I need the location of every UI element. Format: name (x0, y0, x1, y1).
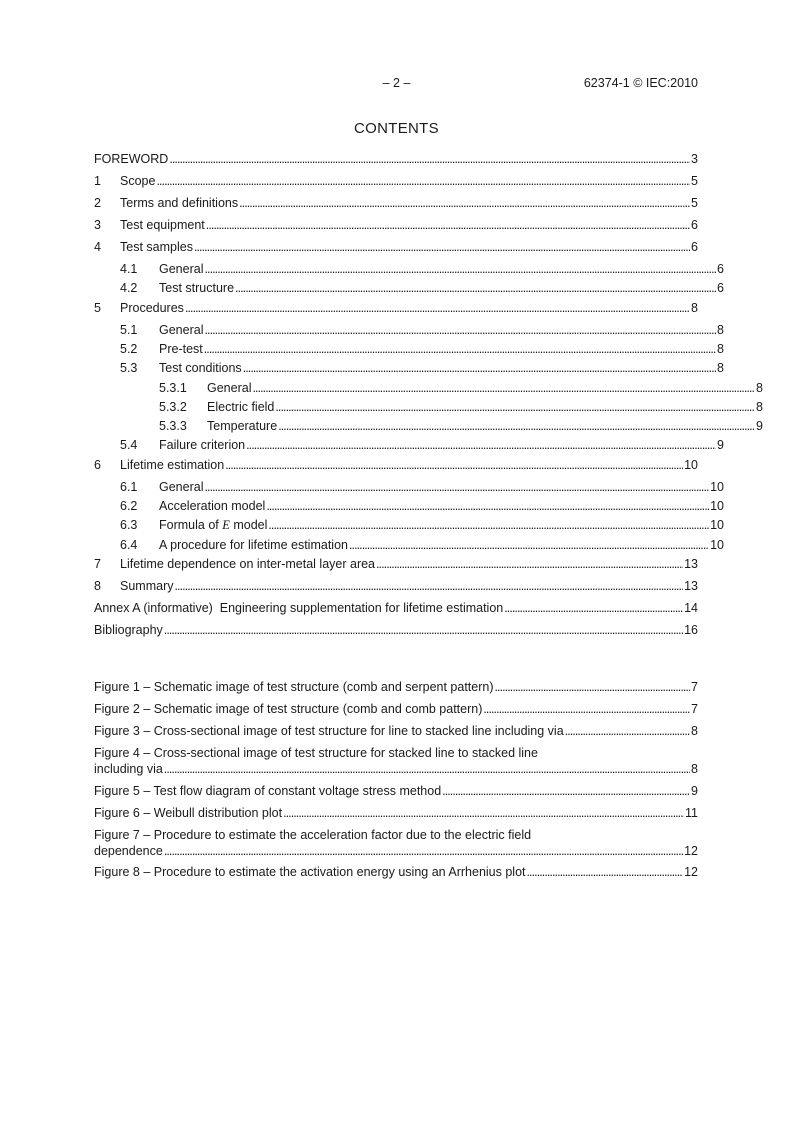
figure-entry-page: 8 (691, 762, 698, 776)
figure-entry-2[interactable] (94, 702, 698, 716)
toc-entry-page: 8 (717, 342, 724, 356)
toc-entry-page: 16 (684, 623, 698, 637)
dot-leader (246, 438, 716, 452)
toc-entry-number: 5.3.2 (159, 400, 187, 414)
dot-leader (194, 240, 690, 254)
toc-entry-title: Pre-test (159, 342, 203, 356)
dot-leader (204, 262, 716, 276)
figure-entry-3[interactable] (94, 724, 698, 738)
toc-entry-number: 8 (94, 579, 101, 593)
standard-reference: 62374-1 © IEC:2010 (583, 76, 698, 90)
figure-entry-title: Figure 3 – Cross-sectional image of test structure for line to stacked line including via (94, 724, 564, 738)
toc-entry-number: 5.1 (120, 323, 138, 337)
toc-entry-page: 3 (691, 152, 698, 166)
contents-title: CONTENTS (354, 120, 439, 137)
dot-leader (268, 518, 709, 532)
toc-entry-page: 8 (717, 323, 724, 337)
figure-entry-6[interactable] (94, 806, 698, 820)
toc-entry-number: 5.3.1 (159, 381, 187, 395)
toc-entry-6-2[interactable] (94, 499, 724, 513)
figure-entry-title: Figure 8 – Procedure to estimate the activation energy using an Arrhenius plot (94, 865, 526, 879)
dot-leader (164, 844, 683, 858)
figure-entry-title-line1: Figure 4 – Cross-sectional image of test structure for stacked line to stacked line (94, 746, 538, 760)
figure-entry-5[interactable] (94, 784, 698, 798)
toc-entry-4[interactable] (94, 240, 698, 254)
dot-leader (266, 499, 709, 513)
toc-entry-page: 10 (684, 458, 698, 472)
toc-entry-number: 5 (94, 301, 101, 315)
toc-entry-page: 5 (691, 196, 698, 210)
toc-entry-foreword[interactable] (94, 152, 698, 166)
dot-leader (204, 480, 709, 494)
toc-entry-5-2[interactable] (94, 342, 724, 356)
dot-leader (483, 702, 690, 716)
toc-entry-title: General (159, 262, 204, 276)
toc-entry-number: 4.1 (120, 262, 138, 276)
toc-entry-number: 6.4 (120, 538, 138, 552)
dot-leader (565, 724, 690, 738)
toc-entry-title: Formula of E model (159, 518, 268, 532)
figure-entry-title: Figure 1 – Schematic image of test structure (comb and serpent pattern) (94, 680, 494, 694)
toc-entry-5-4[interactable] (94, 438, 724, 452)
toc-entry-title: Failure criterion (159, 438, 246, 452)
toc-entry-5-3[interactable] (94, 361, 724, 375)
toc-entry-6-4[interactable] (94, 538, 724, 552)
toc-entry-bibliography[interactable] (94, 623, 698, 637)
toc-entry-title: Annex A (informative) Engineering supplementation for lifetime estimation (94, 601, 504, 615)
toc-entry-3[interactable] (94, 218, 698, 232)
figure-entry-7[interactable] (94, 828, 698, 858)
toc-entry-2[interactable] (94, 196, 698, 210)
toc-entry-6-3[interactable] (94, 518, 724, 532)
page-number: – 2 – (382, 76, 411, 90)
figure-entry-page: 7 (691, 702, 698, 716)
toc-entry-page: 8 (756, 400, 763, 414)
dot-leader (185, 301, 690, 315)
toc-entry-page: 10 (710, 480, 724, 494)
toc-entry-number: 4.2 (120, 281, 138, 295)
toc-entry-page: 10 (710, 499, 724, 513)
dot-leader (278, 419, 755, 433)
toc-entry-title: Electric field (207, 400, 275, 414)
figure-entry-page: 8 (691, 724, 698, 738)
toc-entry-title: FOREWORD (94, 152, 169, 166)
toc-entry-number: 3 (94, 218, 101, 232)
dot-leader (376, 557, 683, 571)
figure-entry-title: Figure 5 – Test flow diagram of constant voltage stress method (94, 784, 442, 798)
figure-entry-page: 12 (684, 865, 698, 879)
toc-entry-title: Procedures (120, 301, 184, 315)
toc-entry-page: 10 (710, 518, 724, 532)
toc-entry-number: 6.1 (120, 480, 138, 494)
toc-entry-title: Bibliography (94, 623, 163, 637)
dot-leader (283, 806, 684, 820)
toc-entry-title: General (207, 381, 252, 395)
toc-entry-number: 6.2 (120, 499, 138, 513)
toc-entry-6[interactable] (94, 458, 698, 472)
toc-entry-1[interactable] (94, 174, 698, 188)
toc-entry-4-2[interactable] (94, 281, 724, 295)
figure-entry-4[interactable] (94, 746, 698, 776)
dot-leader (164, 762, 690, 776)
figure-entry-title: Figure 6 – Weibull distribution plot (94, 806, 283, 820)
dot-leader (169, 152, 690, 166)
toc-entry-number: 5.4 (120, 438, 138, 452)
toc-entry-number: 5.3 (120, 361, 138, 375)
toc-entry-page: 8 (756, 381, 763, 395)
dot-leader (206, 218, 690, 232)
toc-entry-number: 7 (94, 557, 101, 571)
dot-leader (442, 784, 690, 798)
dot-leader (527, 865, 684, 879)
figure-entry-8[interactable] (94, 865, 698, 879)
toc-entry-5[interactable] (94, 301, 698, 315)
toc-entry-page: 6 (717, 262, 724, 276)
toc-entry-number: 4 (94, 240, 101, 254)
dot-leader (243, 361, 716, 375)
figure-entry-1[interactable] (94, 680, 698, 694)
dot-leader (204, 342, 716, 356)
dot-leader (225, 458, 683, 472)
toc-entry-number: 2 (94, 196, 101, 210)
variable-e: E (222, 518, 230, 532)
toc-entry-page: 8 (691, 301, 698, 315)
toc-entry-5-3-3[interactable] (94, 419, 763, 433)
toc-entry-title: Lifetime estimation (120, 458, 225, 472)
figure-entry-page: 11 (685, 806, 698, 820)
toc-entry-page: 14 (684, 601, 698, 615)
toc-entry-annex-a[interactable] (94, 601, 698, 615)
toc-entry-title: Lifetime dependence on inter-metal layer area (120, 557, 376, 571)
dot-leader (164, 623, 683, 637)
toc-entry-number: 1 (94, 174, 101, 188)
toc-entry-title: Summary (120, 579, 174, 593)
figure-entry-page: 12 (684, 844, 698, 858)
toc-entry-page: 13 (684, 579, 698, 593)
dot-leader (504, 601, 683, 615)
toc-entry-page: 5 (691, 174, 698, 188)
toc-entry-page: 6 (691, 218, 698, 232)
toc-entry-page: 10 (710, 538, 724, 552)
figure-entry-title-line1: Figure 7 – Procedure to estimate the acceleration factor due to the electric field (94, 828, 532, 842)
toc-entry-title: Test equipment (120, 218, 205, 232)
toc-entry-title: Acceleration model (159, 499, 266, 513)
dot-leader (239, 196, 690, 210)
toc-entry-8[interactable] (94, 579, 698, 593)
toc-entry-title: Test samples (120, 240, 193, 254)
figure-entry-page: 9 (691, 784, 698, 798)
toc-entry-6-1[interactable] (94, 480, 724, 494)
figure-entry-page: 7 (691, 680, 698, 694)
toc-entry-7[interactable] (94, 557, 698, 571)
toc-entry-title: Temperature (207, 419, 278, 433)
toc-entry-5-3-1[interactable] (94, 381, 763, 395)
figure-entry-title-line2: including via (94, 762, 163, 776)
toc-entry-number: 6 (94, 458, 101, 472)
toc-entry-4-1[interactable] (94, 262, 724, 276)
toc-entry-title: General (159, 323, 204, 337)
dot-leader (252, 381, 755, 395)
toc-entry-number: 5.3.3 (159, 419, 187, 433)
dot-leader (235, 281, 716, 295)
dot-leader (156, 174, 690, 188)
toc-entry-page: 6 (717, 281, 724, 295)
toc-entry-page: 6 (691, 240, 698, 254)
dot-leader (204, 323, 716, 337)
dot-leader (495, 680, 691, 694)
toc-entry-title: General (159, 480, 204, 494)
toc-entry-page: 9 (756, 419, 763, 433)
toc-entry-title: Scope (120, 174, 156, 188)
toc-entry-5-3-2[interactable] (94, 400, 763, 414)
toc-entry-5-1[interactable] (94, 323, 724, 337)
toc-entry-number: 5.2 (120, 342, 138, 356)
toc-entry-title: A procedure for lifetime estimation (159, 538, 348, 552)
toc-entry-page: 9 (717, 438, 724, 452)
toc-entry-page: 8 (717, 361, 724, 375)
dot-leader (349, 538, 709, 552)
dot-leader (275, 400, 755, 414)
toc-entry-title: Test conditions (159, 361, 242, 375)
toc-entry-title: Terms and definitions (120, 196, 239, 210)
figure-entry-title-line2: dependence (94, 844, 163, 858)
dot-leader (174, 579, 683, 593)
toc-entry-title: Test structure (159, 281, 235, 295)
toc-entry-number: 6.3 (120, 518, 138, 532)
toc-entry-page: 13 (684, 557, 698, 571)
figure-entry-title: Figure 2 – Schematic image of test structure (comb and comb pattern) (94, 702, 483, 716)
